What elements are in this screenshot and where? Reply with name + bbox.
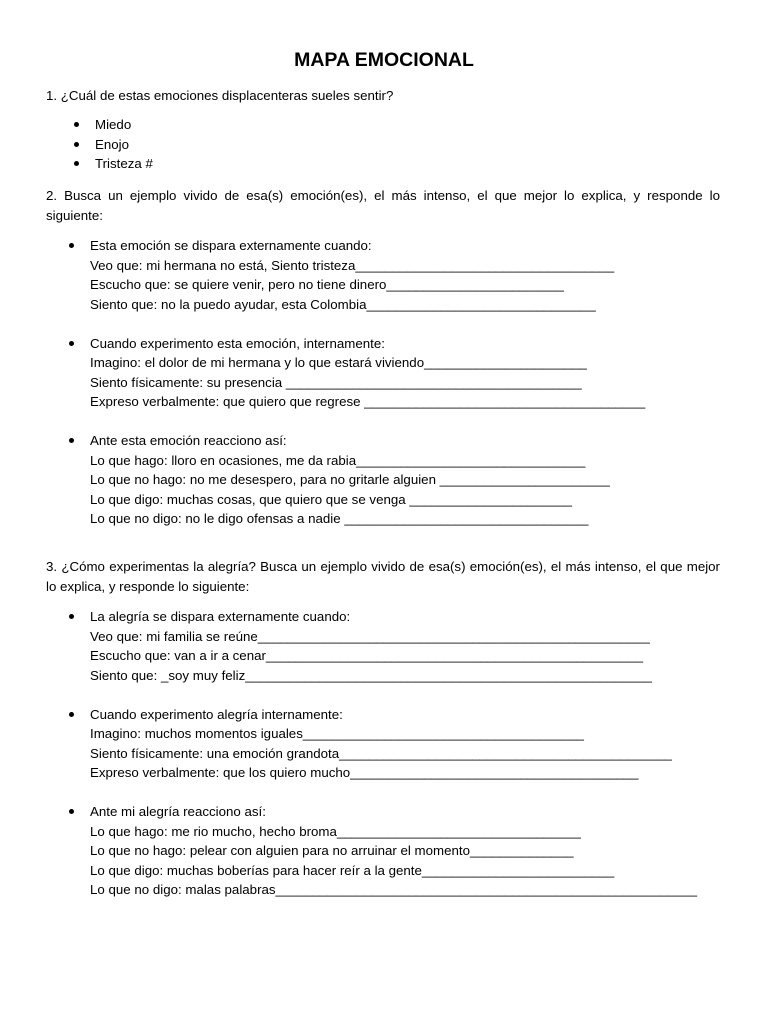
q2-group-2-heading: Cuando experimento esta emoción, internamente: — [90, 336, 385, 351]
bullet-icon — [74, 161, 79, 166]
answer-line: Lo que no hago: pelear con alguien para no arruinar el momento______________ — [90, 843, 574, 858]
q1-option-tristeza: Tristeza # — [95, 156, 153, 171]
q3-group-2-heading: Cuando experimento alegría internamente: — [90, 707, 343, 722]
answer-line: Expreso verbalmente: que los quiero mucho_______________________________________ — [90, 765, 639, 780]
bullet-icon — [74, 122, 79, 127]
answer-line: Lo que digo: muchas boberías para hacer reír a la gente__________________________ — [90, 863, 615, 878]
answer-line: Siento físicamente: su presencia ________________________________________ — [90, 375, 582, 390]
answer-line: Veo que: mi hermana no está, Siento tristeza___________________________________ — [90, 258, 615, 273]
answer-line: Lo que no digo: malas palabras_________________________________________________________ — [90, 882, 698, 897]
question-1-prompt: 1. ¿Cuál de estas emociones displacenteras sueles sentir? — [46, 88, 394, 103]
bullet-icon — [69, 712, 74, 717]
answer-line: Lo que hago: me rio mucho, hecho broma_________________________________ — [90, 824, 581, 839]
answer-line: Veo que: mi familia se reúne_____________________________________________________ — [90, 629, 650, 644]
bullet-icon — [74, 142, 79, 147]
answer-line: Imagino: muchos momentos iguales______________________________________ — [90, 726, 584, 741]
q3-group-3-heading: Ante mi alegría reacciono así: — [90, 804, 266, 819]
answer-line: Lo que hago: lloro en ocasiones, me da rabia_______________________________ — [90, 453, 586, 468]
answer-line: Escucho que: van a ir a cenar___________________________________________________ — [90, 648, 644, 663]
answer-line: Escucho que: se quiere venir, pero no tiene dinero________________________ — [90, 277, 564, 292]
answer-line: Lo que no hago: no me desespero, para no gritarle alguien _______________________ — [90, 472, 610, 487]
q1-option-miedo: Miedo — [95, 117, 132, 132]
answer-line: Expreso verbalmente: que quiero que regrese ______________________________________ — [90, 394, 646, 409]
bullet-icon — [69, 614, 74, 619]
bullet-icon — [69, 341, 74, 346]
question-3-prompt: 3. ¿Cómo experimentas la alegría? Busca un ejemplo vivido de esa(s) emoción(es), el más intenso, el que mejor lo explica, y responde lo siguiente: — [46, 559, 720, 594]
question-2-prompt: 2. Busca un ejemplo vivido de esa(s) emoción(es), el más intenso, el que mejor lo explica, y responde lo siguiente: — [46, 188, 720, 223]
bullet-icon — [69, 438, 74, 443]
bullet-icon — [69, 243, 74, 248]
answer-line: Lo que digo: muchas cosas, que quiero que se venga ______________________ — [90, 492, 573, 507]
answer-line: Lo que no digo: no le digo ofensas a nadie _________________________________ — [90, 511, 589, 526]
answer-line: Siento que: _soy muy feliz_______________________________________________________ — [90, 668, 652, 683]
answer-line: Siento físicamente: una emoción grandota_____________________________________________ — [90, 746, 672, 761]
q2-group-3-heading: Ante esta emoción reacciono así: — [90, 433, 287, 448]
answer-line: Imagino: el dolor de mi hermana y lo que estará viviendo______________________ — [90, 355, 587, 370]
bullet-icon — [69, 809, 74, 814]
q1-option-enojo: Enojo — [95, 137, 130, 152]
q3-group-1-heading: La alegría se dispara externamente cuando: — [90, 609, 351, 624]
q2-group-1-heading: Esta emoción se dispara externamente cuando: — [90, 238, 372, 253]
page-title: MAPA EMOCIONAL — [294, 49, 474, 71]
answer-line: Siento que: no la puedo ayudar, esta Colombia_______________________________ — [90, 297, 596, 312]
